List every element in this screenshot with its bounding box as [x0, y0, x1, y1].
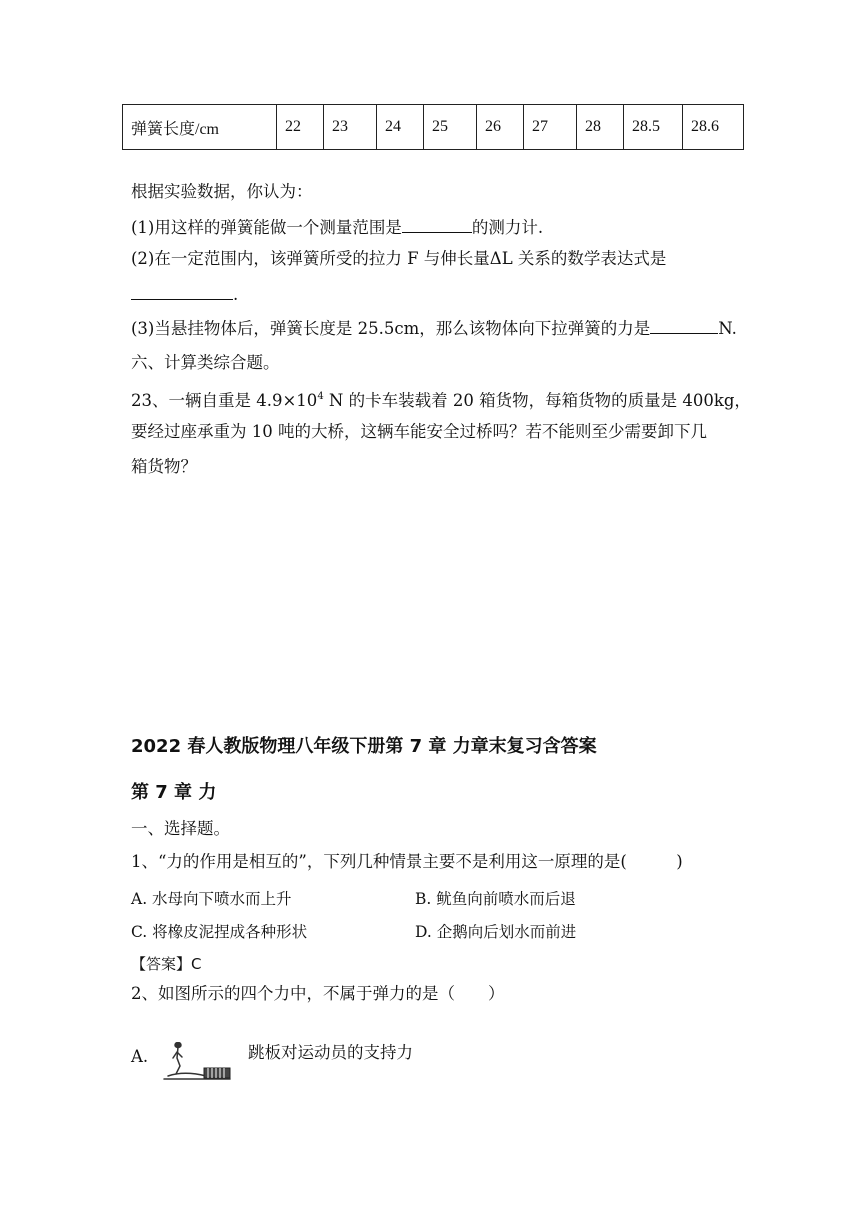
q1-stem: 1、“力的作用是相互的”，下列几种情景主要不是利用这一原理的是( ): [131, 852, 683, 871]
table-cell: 25: [424, 105, 477, 150]
q22-part3-text: (3)当悬挂物体后，弹簧长度是 25.5cm，那么该物体向下拉弹簧的力是: [131, 319, 651, 338]
q22-part3: [131, 316, 737, 340]
q23-line3: 箱货物？: [131, 457, 197, 476]
table-cell: 28.6: [683, 105, 744, 150]
q1-option-d: D. 企鹅向后划水而前进: [415, 923, 577, 941]
q23-exponent: 4: [317, 391, 324, 402]
diving-board-figure: [160, 1042, 232, 1082]
q23-line1: [131, 386, 751, 412]
q22-part1-text: (1)用这样的弹簧能做一个测量范围是: [131, 218, 402, 237]
q1-answer: 【答案】C: [131, 955, 202, 973]
q1-option-c: C. 将橡皮泥捏成各种形状: [131, 923, 308, 941]
q2-option-a-text: 跳板对运动员的支持力: [248, 1043, 413, 1062]
document-title: 2022 春人教版物理八年级下册第 7 章 力章末复习含答案: [131, 736, 597, 757]
q23-line2: 要经过座承重为 10 吨的大桥，这辆车能安全过桥吗？若不能则至少需要卸下几: [131, 422, 707, 441]
table-cell: 24: [377, 105, 424, 150]
answer-blank[interactable]: [650, 316, 718, 334]
table-cell: 27: [524, 105, 577, 150]
table-row-label: 弹簧长度/cm: [123, 105, 277, 150]
section-heading: 一、选择题。: [131, 819, 230, 838]
table-row: [123, 105, 744, 150]
table-cell: 26: [477, 105, 524, 150]
q22-part2-answer: [131, 282, 238, 306]
table-cell: 23: [324, 105, 377, 150]
table-cell: 28.5: [624, 105, 683, 150]
chapter-title: 第 7 章 力: [131, 782, 217, 803]
section-heading: 六、计算类综合题。: [131, 353, 280, 372]
q2-option-a-label: A.: [131, 1047, 149, 1066]
answer-blank[interactable]: [131, 282, 233, 300]
q22-intro: 根据实验数据，你认为：: [131, 182, 313, 201]
answer-blank[interactable]: [402, 215, 472, 233]
q2-stem: 2、如图所示的四个力中，不属于弹力的是（ ）: [131, 984, 505, 1003]
q22-part2-end: .: [233, 285, 239, 304]
q23-text: N 的卡车装载着 20 箱货物，每箱货物的质量是 400kg，: [323, 391, 751, 410]
q23-text: 23、一辆自重是 4.9×10: [131, 391, 318, 410]
q22-part1-suffix: 的测力计.: [471, 218, 544, 237]
q22-part2: (2)在一定范围内，该弹簧所受的拉力 F 与伸长量ΔL 关系的数学表达式是: [131, 249, 667, 268]
q1-option-b: B. 鱿鱼向前喷水而后退: [415, 890, 576, 908]
spring-length-table: [122, 104, 744, 150]
table-cell: 28: [577, 105, 624, 150]
table-cell: 22: [277, 105, 324, 150]
q22-part1: [131, 215, 543, 239]
q1-option-a: A. 水母向下喷水而上升: [131, 890, 292, 908]
q22-part3-unit: N.: [718, 319, 737, 338]
